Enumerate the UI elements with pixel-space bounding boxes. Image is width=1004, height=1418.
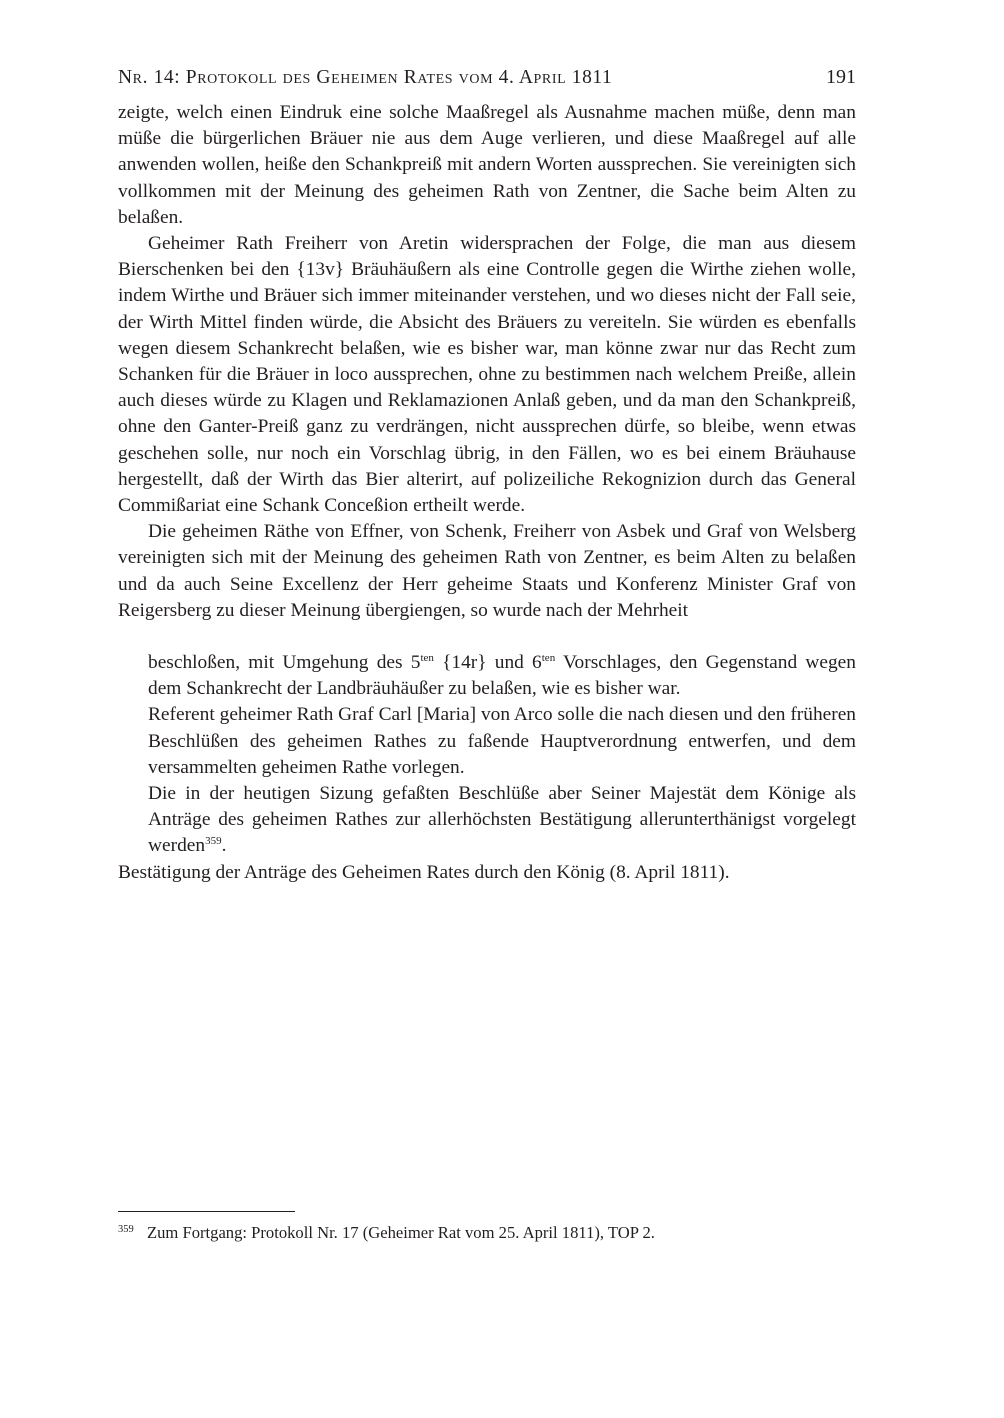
- paragraph-aretin: Geheimer Rath Freiherr von Aretin widersprachen der Folge, die man aus diesem Bierschenken bei den {13v} Bräuhäußern als eine Controlle gegen die Wirthe ziehen wolle, indem Wirthe und Bräuer sich immer miteinander verstehen, und wo dieses nicht der Fall seie, der Wirth Mittel finden würde, die Absicht des Bräuers zu vereiteln. Sie würden es ebenfalls wegen diesem Schankrecht belaßen, wie es bisher war, man könne zwar nur das Recht zum Schanken für die Bräuer in loco aussprechen, ohne zu bestimmen nach welchem Preiße, allein auch dieses würde zu Klagen und Reklamazionen Anlaß geben, und da man den Schankpreiß, ohne den Ganter-Preiß ganz zu verdrängen, nicht aussprechen dürfe, so bleibe, wenn etwas geschehen solle, nur noch ein Vorschlag übrig, in den Fällen, wo es bei einem Bräuhause hergestellt, daß der Wirth das Bier alterirt, auf polizeiliche Rekognizion durch das General Commißariat eine Schank Conceßion ertheilt werde.: [118, 233, 856, 517]
- resolution-text: .: [221, 835, 227, 857]
- footnote-text: Zum Fortgang: Protokoll Nr. 17 (Geheimer Rat vom 25. April 1811), TOP 2.: [147, 1223, 655, 1242]
- running-title: Nr. 14: Protokoll des Geheimen Rates vom 4. April 1811: [118, 67, 613, 88]
- ordinal-superscript: ten: [420, 651, 434, 664]
- resolution-text: Vorschlages, den Gegenstand wegen dem Schankrecht der Landbräuhäußer zu belaßen, wie es bisher war.: [148, 652, 856, 700]
- royal-confirmation: Bestätigung der Anträge des Geheimen Rates durch den König (8. April 1811).: [118, 861, 730, 883]
- resolution-item: [148, 650, 856, 702]
- resolution-text: {14r} und 6: [433, 652, 542, 674]
- footnote-reference[interactable]: 359: [205, 835, 222, 848]
- resolution-block: [118, 650, 856, 860]
- main-text: [118, 100, 856, 886]
- resolution-text: beschloßen, mit Umgehung des 5: [148, 652, 421, 674]
- footnote-divider: [118, 1211, 295, 1212]
- ordinal-superscript: ten: [541, 651, 556, 664]
- running-header: [118, 62, 856, 100]
- resolution-item: Referent geheimer Rath Graf Carl [Maria] von Arco solle die nach diesen und den früheren Beschlüßen des geheimen Rathes zu faßende Hauptverordnung entwerfen, und dem versammelten geheimen Rathe vorlegen.: [148, 704, 856, 778]
- paragraph-majority: Die geheimen Räthe von Effner, von Schenk, Freiherr von Asbek und Graf von Welsberg vereinigten sich mit der Meinung des geheimen Rath von Zentner, es beim Alten zu belaßen und da auch Seine Excellenz der Herr geheime Staats und Konferenz Minister Graf von Reigersberg zu dieser Meinung übergiengen, so wurde nach der Mehrheit: [118, 521, 856, 621]
- footnote: 359 Zum Fortgang: Protokoll Nr. 17 (Geheimer Rat vom 25. April 1811), TOP 2.: [118, 1223, 655, 1242]
- resolution-text: Die in der heutigen Sizung gefaßten Beschlüße aber Seiner Majestät dem Könige als Anträge des geheimen Rathes zur allerhöchsten Bestätigung allerunterthänigst vorgelegt werden: [148, 783, 856, 857]
- paragraph-continuation: zeigte, welch einen Eindruk eine solche Maaßregel als Ausnahme machen müße, denn man müße die bürgerlichen Bräuer nie aus dem Auge verlieren, und diese Maaßregel auf alle anwenden wollen, heiße den Schankpreiß mit andern Worten aussprechen. Sie vereinigten sich vollkommen mit der Meinung des geheimen Rath von Zentner, die Sache beim Alten zu belaßen.: [118, 102, 856, 228]
- page-number: 191: [826, 66, 856, 88]
- resolution-item: [148, 781, 856, 860]
- page: [118, 62, 856, 886]
